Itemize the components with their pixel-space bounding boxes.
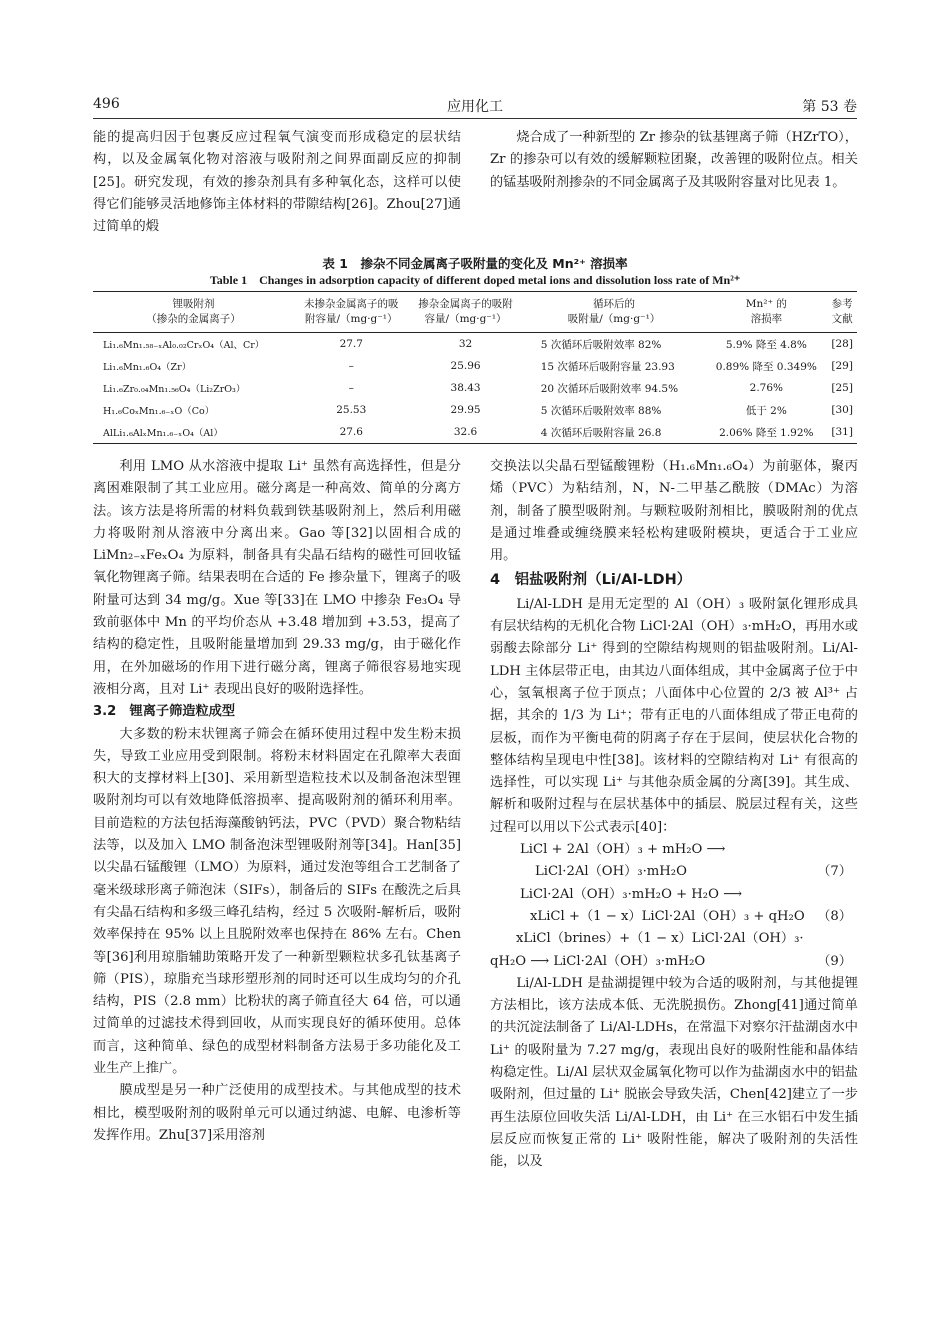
table-row: Li₁.₆Mn₁.₅₈₋ₓAl₀.₀₂CrₓO₄（Al、Cr） 27.7 32 5 次循环后吸附效率 82% 5.9% 降至 4.8% [28] <box>103 338 853 351</box>
paragraph: 交换法以尖晶石型锰酸锂粉（H₁.₆Mn₁.₆O₄）为前驱体，聚丙烯（PVC）为粘结剂，N，N-二甲基乙酰胺（DMAc）为溶剂，制备了膜型吸附剂。与颗粒吸附剂相比，膜吸附剂的优点是通过堆叠或缠绕膜来轻松构建吸附模块，更适合于工业应用。 <box>490 459 858 564</box>
table-caption-cn: 表 1 掺杂不同金属离子吸附量的变化及 Mn²⁺ 溶损率 <box>322 256 628 271</box>
paragraph: 能的提高归因于包裹反应过程氧气演变而形成稳定的层状结构，以及金属氧化物对溶液与吸附剂之间界面副反应的抑制[25]。研究发现，有效的掺杂剂具有多种氧化态，这样可以使得它们能够灵活地修饰主体材料的带隙结构[26]。Zhou[27]通过简单的煅 <box>93 130 461 235</box>
table-row: Li₁.₆Mn₁.₆O₄（Zr） – 25.96 15 次循环后吸附容量 23.93 0.89% 降至 0.349% [29] <box>103 360 853 373</box>
table-caption-en: Table 1 Changes in adsorption capacity of different doped metal ions and dissolution loss rate of Mn²⁺ <box>209 273 741 287</box>
table-row: Li₁.₆Zr₀.₀₄Mn₁.₅₆O₄（Li₂ZrO₃） – 38.43 20 次循环后吸附效率 94.5% 2.76% [25] <box>103 382 853 395</box>
header-doped: 掺杂金属离子的吸附 容量/（mg·g⁻¹） <box>418 298 513 325</box>
table-row: H₁.₆CoₓMn₁.₆₋ₓO（Co） 25.53 29.95 5 次循环后吸附效率 88% 低于 2% [30] <box>103 404 853 417</box>
top-right-column <box>490 127 858 194</box>
data-table <box>93 291 857 444</box>
page-number: 496 <box>93 96 120 112</box>
journal-title: 应用化工 <box>447 99 503 115</box>
header-cycle: 循环后的 吸附量/（mg·g⁻¹） <box>567 298 661 325</box>
paragraph: 烧合成了一种新型的 Zr 掺杂的钛基锂离子筛（HZrTO），Zr 的掺杂可以有效的缓解颗粒团聚，改善锂的吸附位点。相关的锰基吸附剂掺杂的不同金属离子及其吸附容量对比见表 1。 <box>490 130 858 190</box>
top-left-column <box>93 127 461 238</box>
section-heading-3-2: 3.2 锂离子筛造粒成型 <box>93 704 236 720</box>
paragraph: 大多数的粉末状锂离子筛会在循环使用过程中发生粉末损失，导致工业应用受到限制。将粉末材料固定在孔隙率大表面积大的支撑材料上[30]、采用新型造粒技术以及制备泡沫型锂吸附剂均可以有效地降低溶损率、提高吸附剂的循环利用率。目前造粒的方法包括海藻酸钠钙法，PVC（PVD）聚合物粘结法等，以及加入 LMO 制备泡沫型锂吸附剂等[34]。Han[35]以尖晶石锰酸锂（LMO）为原料，通过发泡等组合工艺制备了毫米级球形离子筛泡沫（SIFs），制备后的 SIFs 在酸洗之后具有尖晶石结构和多级三峰孔结构，经过 5 次吸附-解析后，吸附效率保持在 95% 以上且脱附效率也保持在 86% 左右。Chen 等[36]利用琼脂辅助策略开发了一种新型颗粒状多孔钛基离子筛（PIS），琼脂充当球形塑形剂的同时还可以生成均匀的介孔结构，PIS（2.8 mm）比粉状的离子筛直径大 64 倍，可以通过简单的过滤技术得到回收，从而实现良好的循环使用。总体而言，这种简单、绿色的成型材料制备方法易于多功能化及工业生产上推广。 <box>93 726 461 1077</box>
paragraph: 膜成型是另一种广泛使用的成型技术。与其他成型的技术相比，模型吸附剂的吸附单元可以通过纳滤、电解、电渗析等发挥作用。Zhu[37]采用溶剂 <box>93 1083 461 1143</box>
right-column <box>490 456 858 1174</box>
header-mn-loss: Mn²⁺ 的 溶损率 <box>745 298 787 325</box>
equation-8: LiCl·2Al（OH）₃·mH₂O + H₂O ⟶ xLiCl +（1 − x）LiCl·2Al（OH）₃ + qH₂O （8） <box>520 886 852 924</box>
equation-7: LiCl + 2Al（OH）₃ + mH₂O ⟶ LiCl·2Al（OH）₃·mH₂O （7） <box>520 842 852 880</box>
volume-label: 第 53 卷 <box>802 99 857 115</box>
left-column <box>93 456 461 1147</box>
paragraph: Li/Al-LDH 是盐湖提锂中较为合适的吸附剂，与其他提锂方法相比，该方法成本低、无洗脱损伤。Zhong[41]通过简单的共沉淀法制备了 Li/Al-LDHs，在常温下对察尔汗盐湖卤水中 Li⁺ 的吸附量为 7.27 mg/g，表现出良好的吸附性能和晶体结构稳定性。Li/Al 层状双金属氧化物可以作为盐湖卤水中的铝盐吸附剂，但过量的 Li⁺ 脱嵌会导致失活，Chen[42]建立了一步再生法原位回收失活 Li/Al-LDH，由 Li⁺ 在三水铝石中发生插层反应而恢复正常的 Li⁺ 吸附性能，解决了吸附剂的失活性能，以及 <box>490 975 858 1170</box>
section-heading-4: 4 铝盐吸附剂（Li/Al-LDH） <box>490 572 692 589</box>
header-undoped: 未掺杂金属离子的吸 附容量/（mg·g⁻¹） <box>304 298 399 325</box>
table-row: AlLi₁.₆AlₓMn₁.₆₋ₓO₄（Al） 27.6 32.6 4 次循环后吸附容量 26.8 2.06% 降至 1.92% [31] <box>93 421 857 444</box>
header-adsorbent: 锂吸附剂 （掺杂的金属离子） <box>146 298 241 325</box>
equation-9: xLiCl（brines）+（1 − x）LiCl·2Al（OH）₃· qH₂O ⟶ LiCl·2Al（OH）₃·mH₂O （9） <box>490 931 852 969</box>
page-header <box>93 92 857 119</box>
header-ref: 参考 文献 <box>831 298 853 325</box>
paragraph: 利用 LMO 从水溶液中提取 Li⁺ 虽然有高选择性，但是分离困难限制了其工业应用。磁分离是一种高效、简单的分离方法。该方法是将所需的材料负载到铁基吸附剂上，然后利用磁力将吸附剂从溶液中分离出来。Gao 等[32]以固相合成的 LiMn₂₋ₓFeₓO₄ 为原料，制备具有尖晶石结构的磁性可回收锰氧化物锂离子筛。结果表明在合适的 Fe 掺杂量下，锂离子的吸附量可达到 34 mg/g。Xue 等[33]在 LMO 中掺杂 Fe₃O₄ 导致前驱体中 Mn 的平均价态从 +3.48 增加到 +3.53，提高了结构的稳定性，且吸附能量增加到 29.33 mg/g，由于磁化作用，在外加磁场的作用下进行磁分离，锂离子筛很容易地实现液相分离，且对 Li⁺ 表现出良好的吸附选择性。 <box>93 459 461 697</box>
paragraph: Li/Al-LDH 是用无定型的 Al（OH）₃ 吸附氯化锂形成具有层状结构的无机化合物 LiCl·2Al（OH）₃·mH₂O，再用水或弱酸去除部分 Li⁺ 得到的空隙结构规则的铝盐吸附剂。Li/Al-LDH 主体层带正电，由其边八面体组成，其中金属离子位于中心，氢氧根离子位于顶点；八面体中心位置的 2/3 被 Al³⁺ 占据，其余的 1/3 为 Li⁺；带有正电的八面体组成了带正电荷的层板，而作为平衡电荷的阴离子存在于层间，使层状化合物的整体结构呈现电中性[38]。该材料的空隙结构对 Li⁺ 有很高的选择性，可以实现 Li⁺ 与其他杂质金属的分离[39]。其生成、解析和吸附过程与在层状基体中的插层、脱层过程有关，这些过程可以用以下公式表示[40]： <box>490 596 858 835</box>
table-header-row <box>93 292 857 333</box>
